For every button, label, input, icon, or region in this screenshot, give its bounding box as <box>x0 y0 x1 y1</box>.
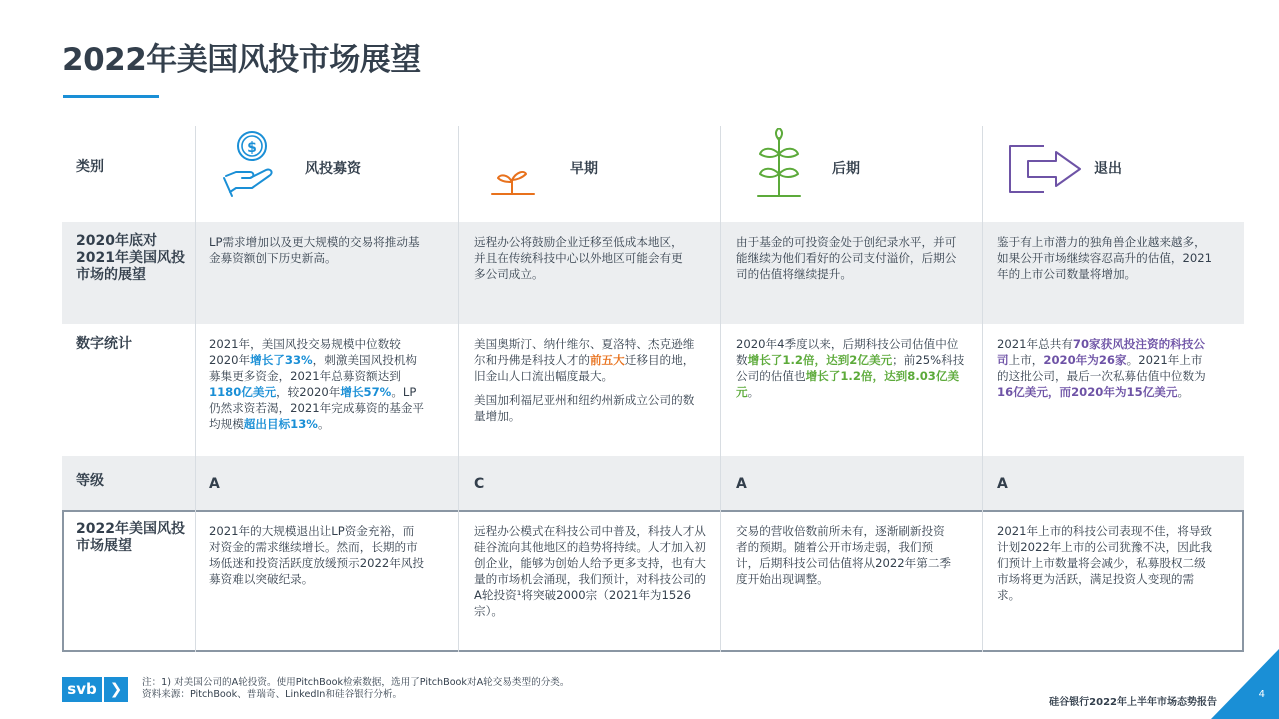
row-band-grade <box>62 456 1244 510</box>
cell-outlook2021-exit: 鉴于有上市潜力的独角兽企业越来越多，如果公开市场继续容忍高升的估值，2021年的上市公司数量将增加。 <box>997 235 1213 281</box>
page-number: 4 <box>1258 689 1265 700</box>
row-label-stats: 数字统计 <box>76 336 132 352</box>
grade-fundraising: A <box>209 476 220 492</box>
column-divider <box>720 126 721 510</box>
cell-stats-late: 2020年4季度以来，后期科技公司估值中位数增长了1.2倍，达到2亿美元；前25%科技公司的估值也增长了1.2倍，达到8.03亿美元。 <box>736 337 965 399</box>
outlook-table <box>62 126 1244 652</box>
header-column-late-stage: 后期 <box>832 161 860 177</box>
cell-outlook2022-exit: 2021年上市的科技公司表现不佳，将导致计划2022年上市的公司犹豫不决，因此我们预计上市数量将会减少，私募股权二级市场将更为活跃，满足投资人变现的需求。 <box>997 524 1213 602</box>
header-column-exit: 退出 <box>1094 161 1122 177</box>
plant-icon <box>754 128 804 198</box>
row-label-outlook2022: 2022年美国风投市场展望 <box>76 521 185 554</box>
page-title: 2022年美国风投市场展望 <box>62 42 421 78</box>
column-divider <box>982 126 983 510</box>
cell-outlook2022-early: 远程办公模式在科技公司中普及，科技人才从硅谷流向其他地区的趋势将持续。人才加入初创企业，能够为创始人给予更多支持，也有大量的市场机会涌现，我们预计，对科技公司的A轮投资¹将突破2000宗（2021年为1526宗）。 <box>474 524 706 618</box>
column-divider <box>458 126 459 510</box>
title-underline <box>63 95 159 98</box>
header-column-fundraising: 风投募资 <box>305 161 361 177</box>
cell-outlook2022-late: 交易的营收倍数前所未有，逐渐刷新投资者的预期。随着公开市场走弱，我们预计，后期科技公司估值将从2022年第二季度开始出现调整。 <box>736 524 952 586</box>
column-divider <box>982 510 983 652</box>
grade-exit: A <box>997 476 1008 492</box>
header-column-early-stage: 早期 <box>570 161 598 177</box>
corner-triangle <box>1211 649 1279 719</box>
cell-outlook2022-fundraising: 2021年的大规模退出让LP资金充裕，而对资金的需求继续增长。然而，长期的市场低迷和投资活跃度放缓预示2022年风投募资难以突破纪录。 <box>209 524 425 586</box>
grade-early: C <box>474 476 485 492</box>
column-divider <box>720 510 721 652</box>
chevron-right-icon: ❯ <box>104 677 128 702</box>
sprout-icon <box>490 166 536 198</box>
row-label-outlook2021: 2020年底对2021年美国风投市场的展望 <box>76 233 185 283</box>
footnote-note: 注：1) 对美国公司的A轮投资。使用PitchBook检索数据，选用了PitchBook对A轮交易类型的分类。 <box>142 677 570 688</box>
row-label-grade: 等级 <box>76 473 104 489</box>
report-title: 硅谷银行2022年上半年市场态势报告 <box>1049 697 1217 708</box>
column-divider <box>195 126 196 510</box>
cell-outlook2021-fundraising: LP需求增加以及更大规模的交易将推动基金募资额创下历史新高。 <box>209 235 420 265</box>
footnote <box>142 677 570 701</box>
footnote-source: 资料来源：PitchBook、普瑞奇、LinkedIn和硅谷银行分析。 <box>142 689 403 700</box>
cell-stats-early: 美国奥斯汀、纳什维尔、夏洛特、杰克逊维尔和丹佛是科技人才的前五大迁移目的地，旧金山人口流出幅度最大。 美国加利福尼亚州和纽约州新成立公司的数量增加。 <box>474 337 695 423</box>
grade-late: A <box>736 476 747 492</box>
svb-logo <box>62 677 128 702</box>
cell-stats-fundraising: 2021年，美国风投交易规模中位数较2020年增长了33%，刺激美国风投机构募集更多资金，2021年总募资额达到 1180亿美元，较2020年增长57%。LP仍然求资若渴，2021年完成募资的基金平均规模超出目标13%。 <box>209 337 425 431</box>
column-divider <box>458 510 459 652</box>
cell-outlook2021-early: 远程办公将鼓励企业迁移至低成本地区，并且在传统科技中心以外地区可能会有更多公司成立。 <box>474 235 683 281</box>
dollar-hand-icon <box>222 130 282 200</box>
exit-arrow-icon <box>1008 144 1084 196</box>
cell-outlook2021-late: 由于基金的可投资金处于创纪录水平，并可能继续为他们看好的公司支付溢价，后期公司的估值将继续提升。 <box>736 235 957 281</box>
category-label: 类别 <box>76 159 104 175</box>
logo-wordmark: svb <box>62 677 102 702</box>
column-divider <box>195 510 196 652</box>
cell-stats-exit: 2021年总共有70家获风投注资的科技公司上市，2020年为26家。2021年上市的这批公司，最后一次私募估值中位数为16亿美元，而2020年为15亿美元。 <box>997 337 1206 399</box>
svg-text:$: $ <box>247 140 257 156</box>
